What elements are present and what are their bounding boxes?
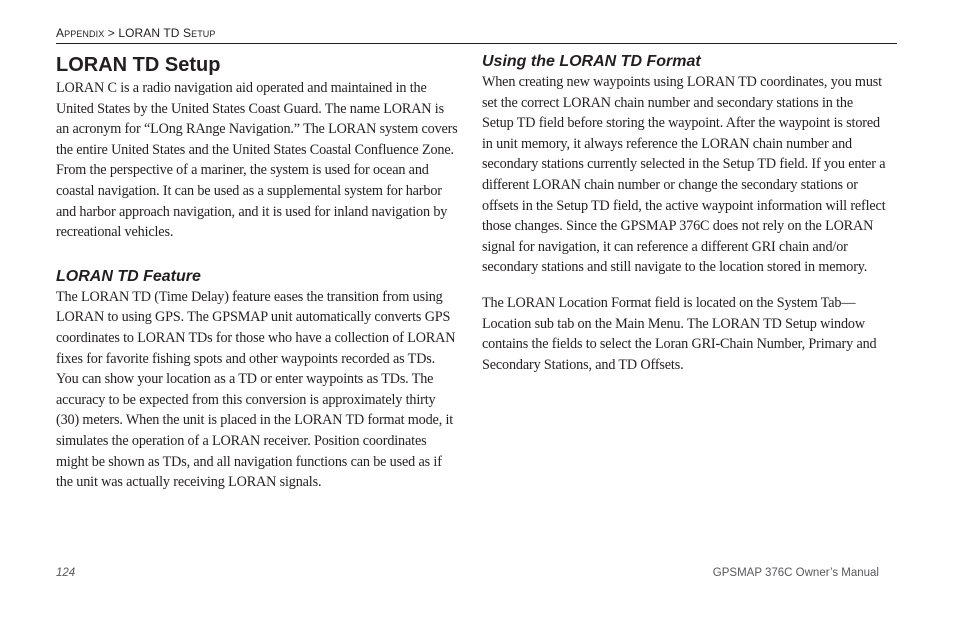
manual-title: GPSMAP 376C Owner’s Manual [712,567,879,579]
location-format-paragraph: The LORAN Location Format field is located on the System Tab—Location sub tab on the Main Menu. The LORAN TD Setup window contains the fields to select the Loran GRI-Chain Number, Primary and Secondary Stations, and TD Offsets. [482,294,877,373]
page-title: LORAN TD Setup [56,54,221,76]
breadcrumb-appendix-initial: A [56,26,65,40]
page-number: 124 [56,567,76,579]
loran-td-feature-heading: LORAN TD Feature [56,267,201,285]
intro-paragraph: LORAN C is a radio navigation aid operated and maintained in the United States by the United States Coast Guard. The name LORAN is an acronym for “LOng RAnge Navigation.” The LORAN system covers the entire United States and the United States Coastal Confluence Zone. From the perspective of a mariner, the system is used for ocean and coastal navigation. It can be used as a supplemental system for harbor and harbor approach navigation, and it is used for inland navigation by recreational vehicles. [56,80,458,241]
using-loran-td-format-heading: Using the LORAN TD Format [482,53,701,70]
breadcrumb-section-main: LORAN TD S [118,26,192,40]
breadcrumb-separator: > [104,26,119,40]
header-rule [56,43,897,44]
left-column [56,52,460,493]
breadcrumb-section-rest: ETUP [191,29,216,39]
right-column [482,52,886,375]
loran-td-feature-paragraph: The LORAN TD (Time Delay) feature eases the transition from using LORAN to using GPS. The GPSMAP unit automatically converts GPS coordinates to LORAN TDs for those who have a collection of LORAN fixes for favorite fishing spots and other waypoints recorded as TDs. You can show your location as a TD or enter waypoints as TDs. The accuracy to be expected from this conversion is approximately thirty (30) meters. When the unit is placed in the LORAN TD format mode, it simulates the operation of a LORAN receiver. Position coordinates might be shown as TDs, and all navigation functions can be used as if the unit was actually receiving LORAN signals. [56,288,456,491]
breadcrumb-appendix-rest: PPENDIX [64,29,105,39]
breadcrumb [56,26,216,40]
using-loran-td-format-paragraph: When creating new waypoints using LORAN TD coordinates, you must set the correct LORAN chain number and secondary stations in the Setup TD field before storing the waypoint. After the waypoint is stored in unit memory, it always reference the LORAN chain number and secondary stations currently selected in the Setup TD field. If you enter a different LORAN chain number or change the secondary stations or offsets in the Setup TD field, the active waypoint information will reflect those changes. Since the GPSMAP 376C does not rely on the LORAN signal for navigation, it can reference a different GRI chain and/or secondary stations and still navigate to the location stored in memory. [482,74,886,276]
